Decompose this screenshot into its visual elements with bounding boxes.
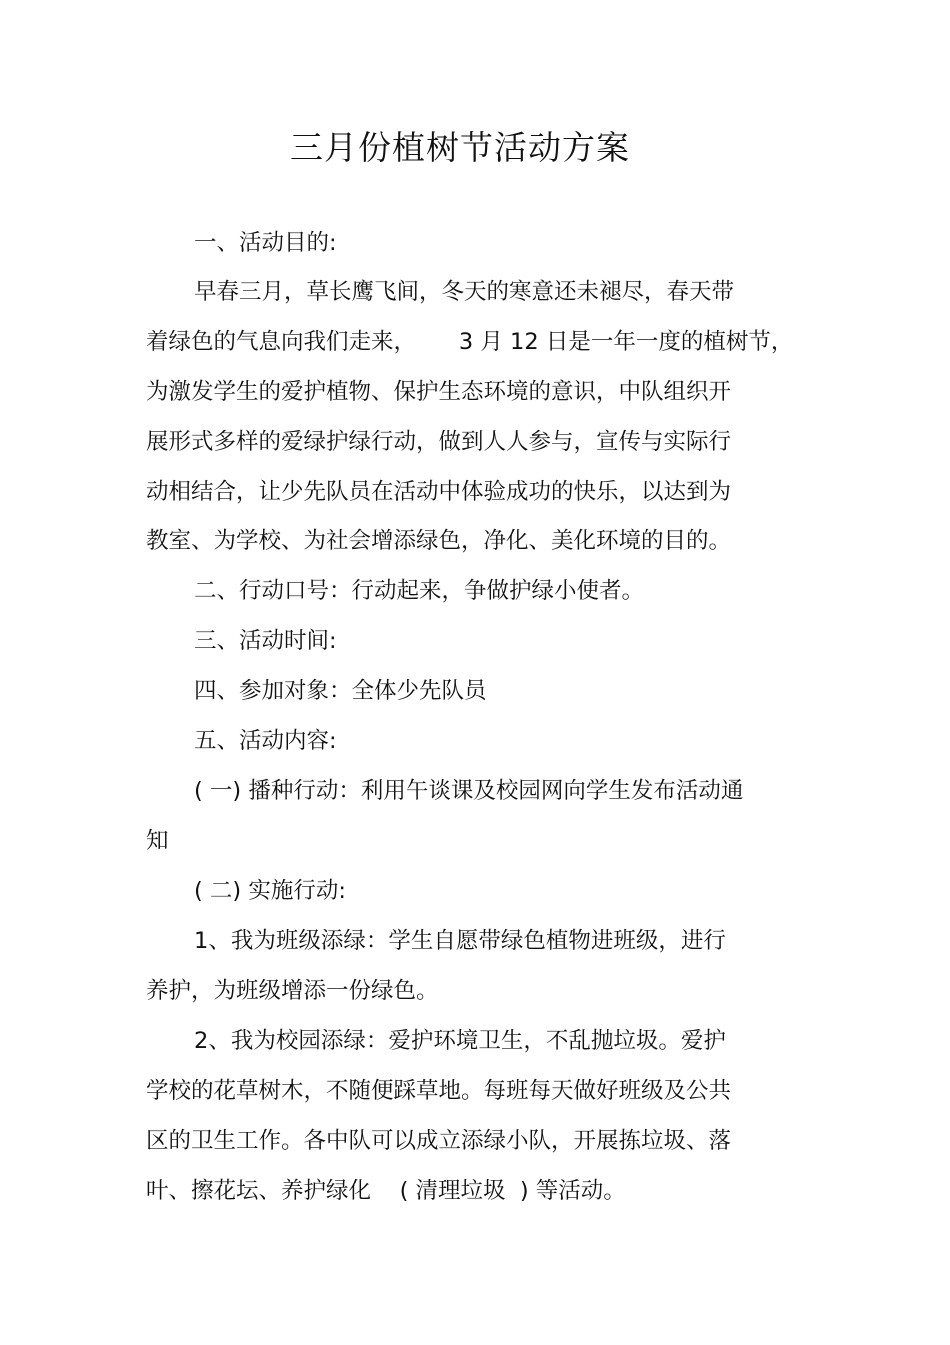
list-item-class-green: 1、我为班级添绿：学生自愿带绿色植物进班级，进行 xyxy=(194,928,726,954)
paragraph-line: 叶、擦花坛、养护绿化 ( 清理垃圾 ) 等活动。 xyxy=(146,1178,626,1204)
paragraph-line: 早春三月，草长鹰飞间，冬天的寒意还未褪尽，春天带 xyxy=(194,279,735,305)
section-heading-content: 五、活动内容: xyxy=(194,728,337,754)
section-heading-purpose: 一、活动目的: xyxy=(194,230,337,256)
subsection-implementation: ( 二) 实施行动: xyxy=(194,878,346,904)
paragraph-line: 教室、为学校、为社会增添绿色，净化、美化环境的目的。 xyxy=(146,528,732,554)
section-heading-slogan: 二、行动口号：行动起来，争做护绿小使者。 xyxy=(194,578,645,604)
paragraph-line: 为激发学生的爱护植物、保护生态环境的意识，中队组织开 xyxy=(146,379,732,405)
list-item-campus-green: 2、我为校园添绿：爱护环境卫生，不乱抛垃圾。爱护 xyxy=(194,1028,726,1054)
paragraph-line: 知 xyxy=(146,828,169,854)
paragraph-line: 学校的花草树木，不随便踩草地。每班每天做好班级及公共 xyxy=(146,1078,732,1104)
document-title: 三月份植树节活动方案 xyxy=(290,128,630,167)
paragraph-line: 展形式多样的爱绿护绿行动，做到人人参与，宣传与实际行 xyxy=(146,429,732,455)
paragraph-line: 养护，为班级增添一份绿色。 xyxy=(146,978,439,1004)
subsection-sowing: ( 一) 播种行动：利用午谈课及校园网向学生发布活动通 xyxy=(194,778,744,804)
paragraph-line: 着绿色的气息向我们走来， 3 月 12 日是一年一度的植树节， xyxy=(146,329,794,355)
paragraph-line: 动相结合，让少先队员在活动中体验成功的快乐，以达到为 xyxy=(146,479,732,505)
paragraph-line: 区的卫生工作。各中队可以成立添绿小队，开展拣垃圾、落 xyxy=(146,1128,732,1154)
section-heading-participants: 四、参加对象：全体少先队员 xyxy=(194,678,487,704)
section-heading-time: 三、活动时间: xyxy=(194,628,337,654)
